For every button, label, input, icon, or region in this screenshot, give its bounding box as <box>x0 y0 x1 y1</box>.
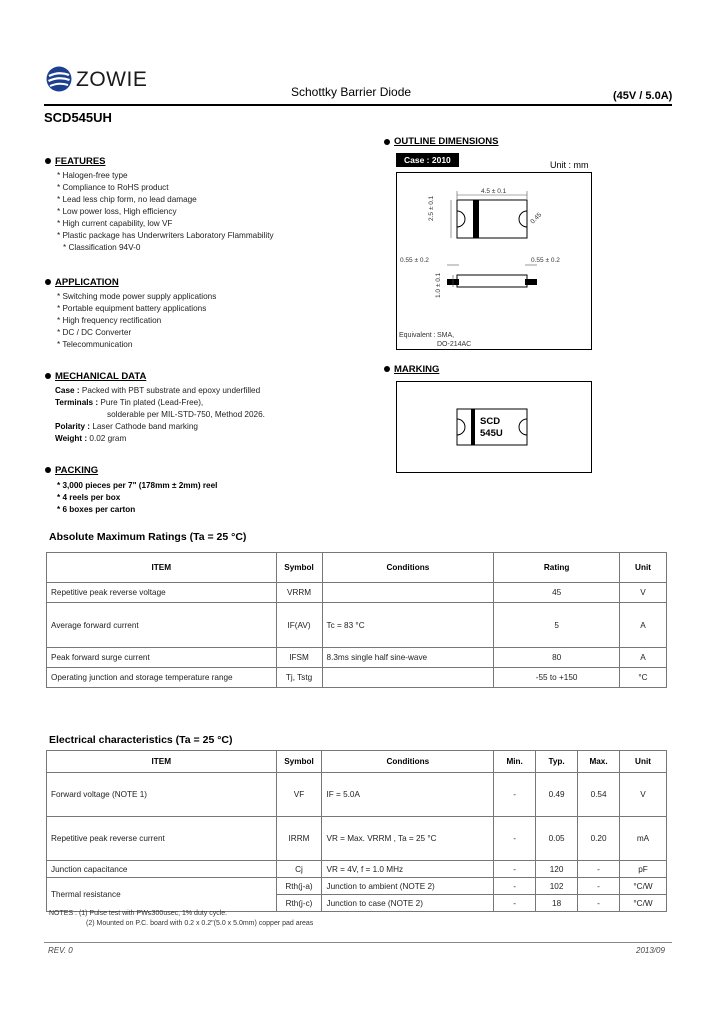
table-row: Average forward current IF(AV) Tc = 83 °C 5 A <box>47 603 667 648</box>
list-item: * Telecommunication <box>57 339 357 351</box>
equivalent-label: Equivalent : <box>399 332 436 339</box>
header-rule <box>44 104 672 106</box>
marking-line2: 545U <box>480 428 503 439</box>
packing-list <box>57 480 357 516</box>
marking-heading: MARKING <box>394 364 440 375</box>
table-row: Repetitive peak reverse voltage VRRM 45 V <box>47 583 667 603</box>
list-item: * High current capability, low VF <box>57 218 357 230</box>
table-row: Forward voltage (NOTE 1) VF IF = 5.0A - 0.49 0.54 V <box>47 773 667 817</box>
table-row: Operating junction and storage temperature range Tj, Tstg -55 to +150 °C <box>47 668 667 688</box>
note-2: (2) Mounted on P.C. board with 0.2 x 0.2"(5.0 x 5.0mm) copper pad areas <box>86 920 314 927</box>
packing-heading: PACKING <box>55 465 99 476</box>
elec-table <box>46 750 667 912</box>
table-row: Thermal resistance Rth(j-a) Junction to ambient (NOTE 2) - 102 - °C/W <box>47 878 667 895</box>
table-header-row: ITEM Symbol Conditions Min. Typ. Max. Unit <box>47 751 667 773</box>
list-item: * Compliance to RoHS product <box>57 182 357 194</box>
equivalent-1: SMA, <box>437 332 455 339</box>
list-item: * DC / DC Converter <box>57 327 357 339</box>
notes <box>49 909 313 929</box>
equivalent-2: DO-214AC <box>437 341 472 348</box>
features-list <box>57 170 357 254</box>
revision: REV. 0 <box>48 946 73 955</box>
list-item: * Low power loss, High efficiency <box>57 206 357 218</box>
outline-heading: OUTLINE DIMENSIONS <box>394 136 499 147</box>
marking-line1: SCD <box>480 416 501 427</box>
rating-badge: (45V / 5.0A) <box>613 90 673 102</box>
zowie-logo-icon <box>46 66 72 92</box>
table-row: Peak forward surge current IFSM 8.3ms single half sine-wave 80 A <box>47 648 667 668</box>
features-heading: FEATURES <box>55 156 106 167</box>
list-item: * Plastic package has Underwriters Laboratory Flammability <box>57 230 357 242</box>
table-header-row: ITEM Symbol Conditions Rating Unit <box>47 553 667 583</box>
mechanical-data: Case : Packed with PBT substrate and epoxy underfilled Terminals : Pure Tin plated (Lead-Free), solderable per MIL-STD-750, Method 2026. Polarity : Laser Cathode band marking Weight : 0.02 gram <box>55 386 265 443</box>
marking-bullet <box>384 366 390 372</box>
list-item: * 3,000 pieces per 7" (178mm ± 2mm) reel <box>57 480 357 492</box>
case-tag: Case : 2010 <box>396 153 459 167</box>
list-item: * Classification 94V-0 <box>57 242 357 254</box>
dim-pad-right: 0.55 ± 0.2 <box>531 257 560 264</box>
date: 2013/09 <box>636 946 665 955</box>
abs-max-table <box>46 552 667 688</box>
list-item: * High frequency rectification <box>57 315 357 327</box>
outline-bullet <box>384 139 390 145</box>
list-item: * Halogen-free type <box>57 170 357 182</box>
note-1: NOTES : (1) Pulse test with PW≤300usec, 1% duty cycle. <box>49 910 228 917</box>
list-item: * 6 boxes per carton <box>57 504 357 516</box>
abs-max-title: Absolute Maximum Ratings (Ta = 25 °C) <box>49 531 247 543</box>
table-row: Repetitive peak reverse current IRRM VR = Max. VRRM , Ta = 25 °C - 0.05 0.20 mA <box>47 817 667 861</box>
features-bullet <box>45 158 51 164</box>
unit-label: Unit : mm <box>550 160 589 170</box>
list-item: * Lead less chip form, no lead damage <box>57 194 357 206</box>
packing-bullet <box>45 467 51 473</box>
brand-name: ZOWIE <box>76 68 148 91</box>
zowie-logo <box>46 66 72 92</box>
list-item: * Portable equipment battery applications <box>57 303 357 315</box>
page-title: Schottky Barrier Diode <box>291 85 412 99</box>
list-item: * 4 reels per box <box>57 492 357 504</box>
dim-pad-left: 0.55 ± 0.2 <box>400 257 429 264</box>
dim-angle: 0.45 <box>529 211 544 226</box>
part-number: SCD545UH <box>44 110 112 125</box>
application-bullet <box>45 279 51 285</box>
elec-title: Electrical characteristics (Ta = 25 °C) <box>49 734 233 746</box>
table-row: Rth(j-c) Junction to case (NOTE 2) - 18 - °C/W <box>47 895 667 912</box>
application-list <box>57 291 357 351</box>
dim-height: 1.0 ± 0.1 <box>435 272 442 298</box>
table-row: Junction capacitance Cj VR = 4V, f = 1.0 MHz - 120 - pF <box>47 861 667 878</box>
dim-width: 2.5 ± 0.1 <box>428 195 435 221</box>
footer-rule <box>44 942 672 943</box>
list-item: * Switching mode power supply applications <box>57 291 357 303</box>
marking-box <box>396 381 592 473</box>
dim-length: 4.5 ± 0.1 <box>481 188 507 195</box>
application-heading: APPLICATION <box>55 277 119 288</box>
mechanical-heading: MECHANICAL DATA <box>55 371 147 382</box>
mechanical-bullet <box>45 373 51 379</box>
